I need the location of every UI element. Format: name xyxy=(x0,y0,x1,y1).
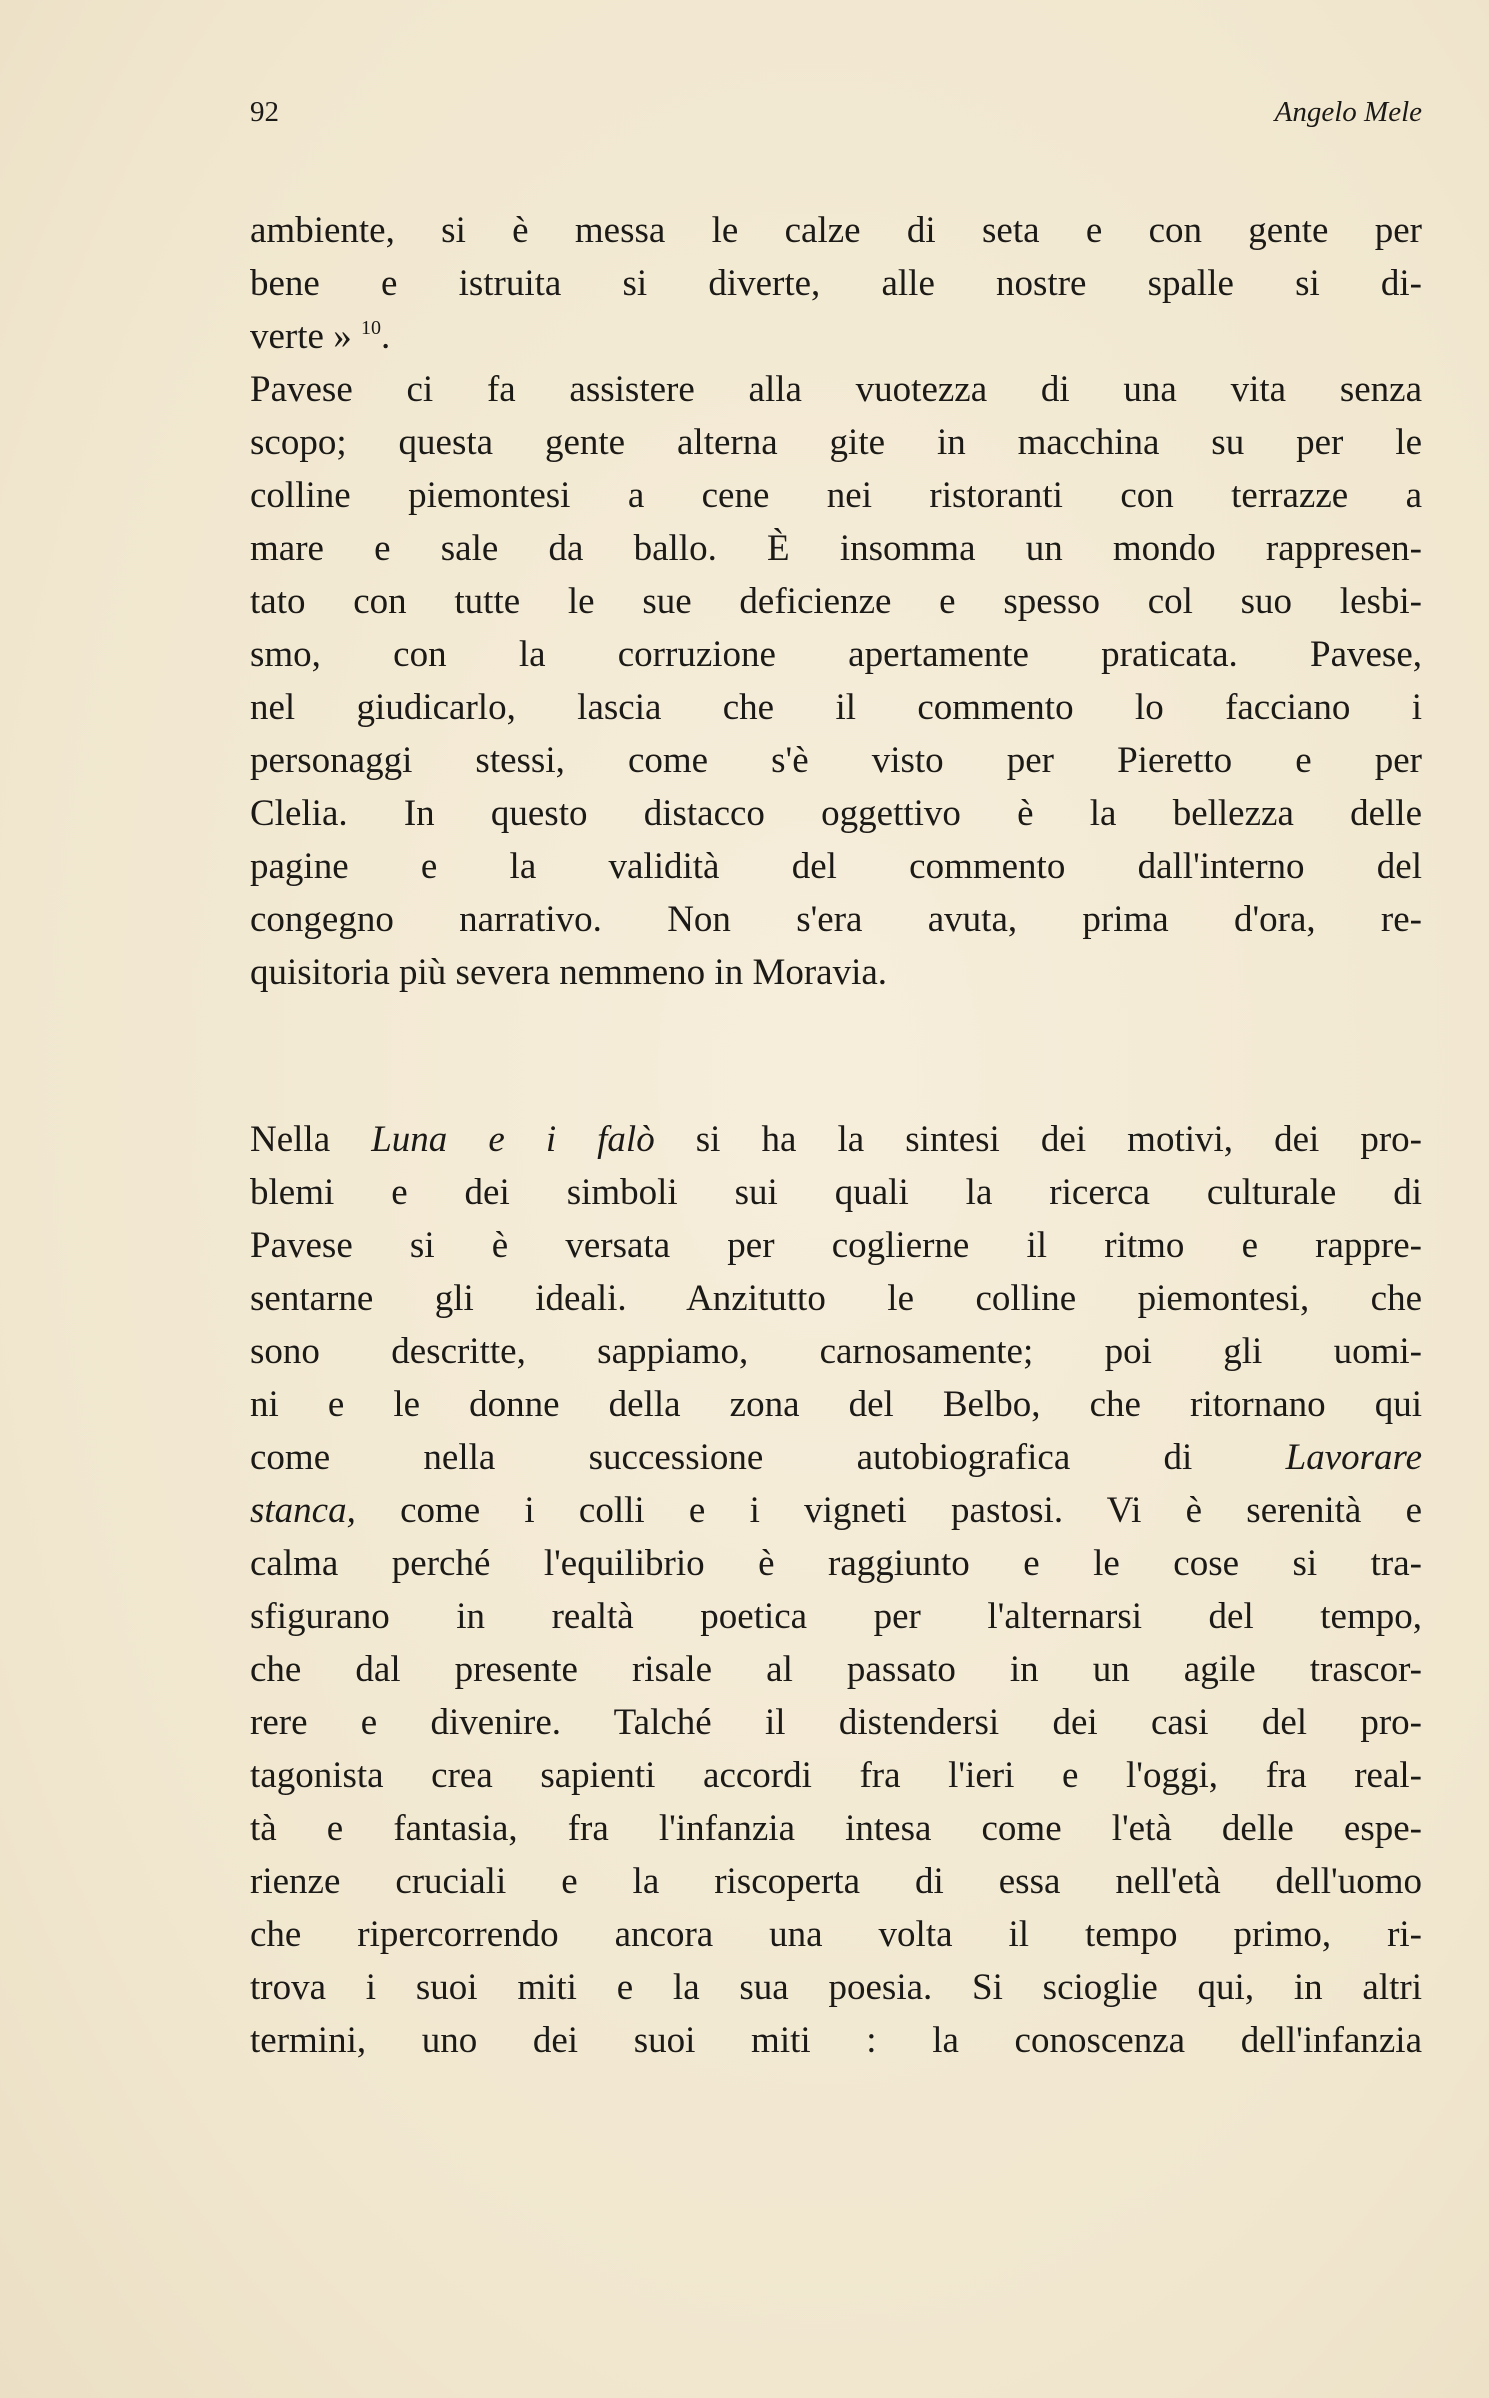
text-line-segment: verte » xyxy=(250,316,352,357)
text-line: colline piemontesi a cene nei ristoranti con terrazze a xyxy=(250,475,1422,516)
text-line: pagine e la validità del commento dall'interno del xyxy=(250,846,1422,887)
text-line: ni e le donne della zona del Belbo, che ritornano qui xyxy=(250,1384,1422,1425)
text-line: termini, uno dei suoi miti : la conoscenza dell'infanzia xyxy=(250,2020,1422,2061)
text-line: Clelia. In questo distacco oggettivo è la bellezza delle xyxy=(250,793,1422,834)
text-line xyxy=(250,1431,1422,1484)
text-line: calma perché l'equilibrio è raggiunto e le cose si tra- xyxy=(250,1543,1422,1584)
text-line: sfigurano in realtà poetica per l'alternarsi del tempo, xyxy=(250,1596,1422,1637)
text-line-segment: come i colli e i vigneti pastosi. Vi è serenità e xyxy=(355,1490,1422,1531)
footnote-reference: 10 xyxy=(360,317,381,339)
text-line-segment: Nella xyxy=(250,1119,372,1160)
text-line: tà e fantasia, fra l'infanzia intesa come l'età delle espe- xyxy=(250,1808,1422,1849)
text-line: nel giudicarlo, lascia che il commento lo facciano i xyxy=(250,687,1422,728)
text-line: blemi e dei simboli sui quali la ricerca culturale di xyxy=(250,1172,1422,1213)
running-head-author: Angelo Mele xyxy=(1274,96,1422,128)
text-line: mare e sale da ballo. È insomma un mondo rappresen- xyxy=(250,528,1422,569)
book-title: Luna e i falò xyxy=(371,1119,655,1160)
text-line: scopo; questa gente alterna gite in macchina su per le xyxy=(250,422,1422,463)
text-line: sono descritte, sappiamo, carnosamente; poi gli uomi- xyxy=(250,1331,1422,1372)
text-line: personaggi stessi, come s'è visto per Pieretto e per xyxy=(250,740,1422,781)
text-line: smo, con la corruzione apertamente praticata. Pavese, xyxy=(250,634,1422,675)
text-line: congegno narrativo. Non s'era avuta, prima d'ora, re- xyxy=(250,899,1422,940)
text-line: rienze cruciali e la riscoperta di essa nell'età dell'uomo xyxy=(250,1861,1422,1902)
text-line: quisitoria più severa nemmeno in Moravia. xyxy=(250,952,888,993)
text-line: trova i suoi miti e la sua poesia. Si scioglie qui, in altri xyxy=(250,1967,1422,2008)
page-number: 92 xyxy=(250,96,279,128)
text-line: tagonista crea sapienti accordi fra l'ieri e l'oggi, fra real- xyxy=(250,1755,1422,1796)
text-line xyxy=(250,1484,1422,1537)
text-line: che dal presente risale al passato in un agile trascor- xyxy=(250,1649,1422,1690)
paragraph-1 xyxy=(250,204,1422,999)
text-line-segment: come nella successione autobiografica di xyxy=(250,1437,1286,1478)
text-line: Pavese ci fa assistere alla vuotezza di una vita senza xyxy=(250,369,1422,410)
paragraph-2 xyxy=(250,1113,1422,2067)
text-line: verte » $^{10}$. xyxy=(250,316,391,357)
text-line: ambiente, si è messa le calze di seta e con gente per xyxy=(250,210,1422,251)
text-line: tato con tutte le sue deficienze e spesso col suo lesbi- xyxy=(250,581,1422,622)
text-line xyxy=(250,1113,1422,1166)
text-line: rere e divenire. Talché il distendersi dei casi del pro- xyxy=(250,1702,1422,1743)
text-line-segment: si ha la sintesi dei motivi, dei pro- xyxy=(654,1119,1422,1160)
page-header xyxy=(250,96,1422,136)
book-title: stanca, xyxy=(250,1490,356,1531)
text-line: che ripercorrendo ancora una volta il tempo primo, ri- xyxy=(250,1914,1422,1955)
book-title: Lavorare xyxy=(1285,1437,1422,1478)
text-line: bene e istruita si diverte, alle nostre spalle si di- xyxy=(250,263,1422,304)
text-line: Pavese si è versata per coglierne il ritmo e rappre- xyxy=(250,1225,1422,1266)
text-line: sentarne gli ideali. Anzitutto le colline piemontesi, che xyxy=(250,1278,1422,1319)
